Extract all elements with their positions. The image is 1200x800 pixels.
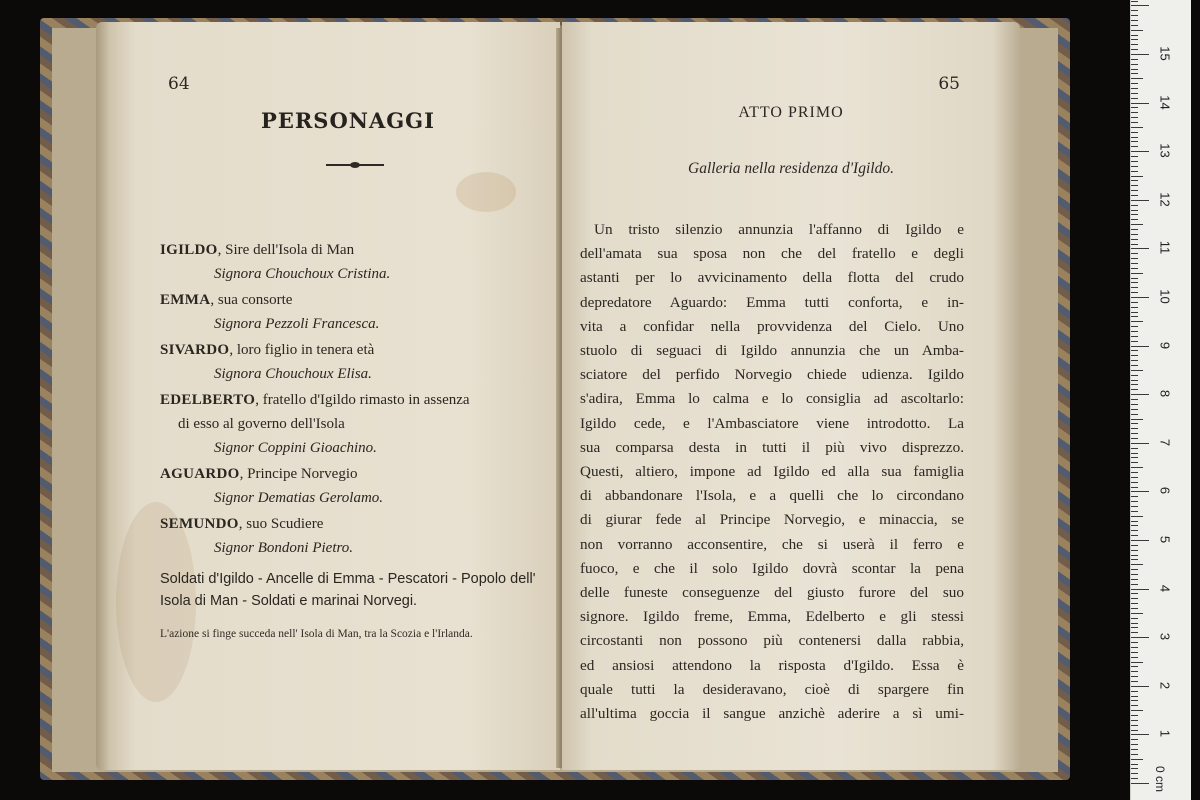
text-line: s'adira, Emma lo calma e lo consiglia ad ascoltarlo:	[580, 390, 964, 408]
ruler-tick	[1131, 559, 1138, 560]
ruler-tick	[1131, 253, 1138, 254]
ruler-tick	[1131, 725, 1138, 726]
ruler-tick	[1131, 239, 1138, 240]
ruler-tick	[1131, 287, 1138, 288]
ruler-tick	[1131, 312, 1138, 313]
ruler-number: 13	[1157, 143, 1173, 158]
ruler-number: 2	[1157, 681, 1173, 689]
ruler-number: 4	[1157, 584, 1173, 592]
ruler-tick	[1131, 404, 1138, 405]
ruler-tick	[1131, 161, 1138, 162]
ruler-tick	[1131, 472, 1138, 473]
ruler-tick	[1131, 569, 1138, 570]
ruler-tick	[1131, 545, 1138, 546]
actor-name: Signor Coppini Gioachino.	[214, 440, 377, 456]
ruler-tick	[1131, 39, 1138, 40]
ruler-tick	[1131, 15, 1138, 16]
role-description: , suo Scudiere	[238, 516, 324, 532]
ruler-tick	[1131, 652, 1138, 653]
role-description: , fratello d'Igildo rimasto in assenza	[255, 392, 470, 408]
ruler-tick	[1131, 180, 1138, 181]
ruler-tick	[1131, 69, 1138, 70]
ruler-tick	[1131, 117, 1138, 118]
ruler-tick	[1131, 307, 1138, 308]
ruler-tick	[1131, 462, 1138, 463]
ruler-tick	[1131, 350, 1138, 351]
ruler-tick	[1131, 423, 1138, 424]
ruler-tick	[1131, 443, 1149, 444]
ruler-tick	[1131, 739, 1138, 740]
role-description: , Principe Norvegio	[239, 466, 358, 482]
ruler-tick	[1131, 195, 1138, 196]
ruler-tick	[1131, 521, 1138, 522]
paper-stain	[456, 172, 516, 212]
text-line: stuolo di seguaci di Igildo annunzia che un Amba-	[580, 342, 964, 360]
cast-entry	[160, 338, 550, 386]
ruler-tick	[1131, 355, 1138, 356]
text-line: quale tutti la desideravano, cioè di spargere fin	[580, 680, 964, 698]
cast-entry	[160, 388, 550, 460]
ruler-tick	[1131, 457, 1138, 458]
text-line: circostanti non possono più contenersi dalla rabbia,	[580, 632, 964, 650]
ruler-tick	[1131, 127, 1143, 128]
ruler-tick	[1131, 506, 1138, 507]
actor-name: Signor Dematias Gerolamo.	[214, 490, 384, 506]
role-name: SEMUNDO	[160, 516, 239, 532]
cast-entry	[160, 512, 550, 560]
role-description-continued: di esso al governo dell'Isola	[178, 416, 345, 432]
ruler-tick	[1131, 637, 1149, 638]
ruler-tick	[1131, 778, 1138, 779]
ruler-tick	[1131, 210, 1138, 211]
ruler-tick	[1131, 321, 1143, 322]
ruler-tick	[1131, 768, 1138, 769]
ruler-tick	[1131, 205, 1138, 206]
ruler-tick	[1131, 346, 1149, 347]
ruler-tick	[1131, 754, 1138, 755]
ruler-tick	[1131, 384, 1138, 385]
ruler-tick	[1131, 419, 1143, 420]
ruler-tick	[1131, 627, 1138, 628]
ruler-tick	[1131, 491, 1149, 492]
ruler-tick	[1131, 54, 1149, 55]
ruler-tick	[1131, 477, 1138, 478]
ruler-tick	[1131, 598, 1138, 599]
ruler-tick	[1131, 608, 1138, 609]
ruler-tick	[1131, 176, 1143, 177]
ruler-tick	[1131, 44, 1138, 45]
ruler-tick	[1131, 783, 1149, 784]
body-text	[580, 218, 964, 726]
ruler-tick	[1131, 764, 1138, 765]
ruler-tick	[1131, 671, 1138, 672]
text-line: astanti per lo avvicinamento della flotta del crudo	[580, 269, 964, 287]
ruler-tick	[1131, 151, 1149, 152]
ruler-tick	[1131, 676, 1138, 677]
text-line: Un tristo silenzio annunzia l'affanno di Igildo e	[594, 221, 964, 238]
ruler-number: 10	[1157, 289, 1173, 304]
text-line: delle funeste conseguenze del giusto furore del suo	[580, 584, 964, 602]
text-line: vita a confidar nella provvidenza del Cielo. Uno	[580, 317, 964, 335]
ruler-tick	[1131, 482, 1138, 483]
setting-note: L'azione si finge succeda nell' Isola di Man, tra la Scozia e l'Irlanda.	[160, 628, 473, 640]
actor-name: Signora Pezzoli Francesca.	[214, 316, 380, 332]
actor-name: Signora Chouchoux Elisa.	[214, 366, 372, 382]
ruler-tick	[1131, 603, 1138, 604]
ruler-tick	[1131, 297, 1149, 298]
ruler-tick	[1131, 666, 1138, 667]
ruler-tick	[1131, 248, 1149, 249]
text-line: fuoco, e che il solo Igildo dovrà scontar la pena	[580, 559, 964, 577]
ruler-tick	[1131, 1, 1138, 2]
ruler-number: 9	[1157, 341, 1173, 349]
ruler-tick	[1131, 83, 1138, 84]
text-line: non vorranno acconsentire, che si userà il ferro e	[580, 535, 964, 553]
ruler-tick	[1131, 268, 1138, 269]
ruler-tick	[1131, 613, 1143, 614]
ruler-tick	[1131, 700, 1138, 701]
text-line: Questi, altiero, impone ad Igildo ed alla sua famiglia	[580, 463, 964, 481]
ruler-tick	[1131, 200, 1149, 201]
ruler-tick	[1131, 579, 1138, 580]
role-name: AGUARDO	[160, 466, 240, 482]
ruler-tick	[1131, 122, 1138, 123]
ruler-tick	[1131, 171, 1138, 172]
ruler-tick	[1131, 705, 1138, 706]
ruler-tick	[1131, 185, 1138, 186]
ruler-tick	[1131, 132, 1138, 133]
ruler-tick	[1131, 234, 1138, 235]
ruler-tick	[1131, 258, 1138, 259]
ruler-tick	[1131, 20, 1138, 21]
ruler-tick	[1131, 467, 1143, 468]
ruler-tick	[1131, 278, 1138, 279]
ruler-tick	[1131, 448, 1138, 449]
ruler-tick	[1131, 394, 1149, 395]
role-description: , Sire dell'Isola di Man	[217, 242, 355, 258]
cast-list	[160, 238, 550, 642]
ruler-tick	[1131, 273, 1143, 274]
text-line: all'ultima goccia il sangue anzichè aderire a sì umi-	[580, 705, 964, 723]
ruler-tick	[1131, 326, 1138, 327]
ruler-tick	[1131, 316, 1138, 317]
ruler-number: 14	[1157, 94, 1173, 110]
scene-title: Galleria nella residenza d'Igildo.	[688, 160, 894, 177]
ruler-tick	[1131, 370, 1143, 371]
role-description: , loro figlio in tenera età	[229, 342, 375, 358]
left-page-number: 64	[168, 74, 190, 94]
ruler-tick	[1131, 632, 1138, 633]
ruler-tick	[1131, 292, 1138, 293]
ruler-tick	[1131, 516, 1143, 517]
ruler-tick	[1131, 103, 1149, 104]
ruler-tick	[1131, 501, 1138, 502]
ruler-tick	[1131, 593, 1138, 594]
ruler-tick	[1131, 433, 1138, 434]
ruler-tick	[1131, 744, 1138, 745]
ruler-number: 5	[1157, 535, 1173, 544]
ruler-tick	[1131, 540, 1149, 541]
actor-name: Signor Bondoni Pietro.	[214, 540, 354, 556]
ruler-tick	[1131, 10, 1138, 11]
right-page	[562, 22, 1020, 770]
text-line: signore. Igildo freme, Emma, Edelberto e gli stessi	[580, 608, 964, 626]
ruler-number: 7	[1157, 438, 1173, 446]
ruler-tick	[1131, 710, 1143, 711]
ruler-tick	[1131, 681, 1138, 682]
ruler-tick	[1131, 453, 1138, 454]
ruler-tick	[1131, 555, 1138, 556]
ruler-tick	[1131, 574, 1138, 575]
ruler-tick	[1131, 360, 1138, 361]
text-line: Igildo cede, e l'Ambasciatore viene introdotto. La	[580, 414, 964, 432]
ruler-tick	[1131, 414, 1138, 415]
ruler-tick	[1131, 93, 1138, 94]
right-page-number: 65	[938, 74, 960, 94]
ruler-tick	[1131, 331, 1138, 332]
text-line: sua comparsa desta in tutti il più vivo disprezzo.	[580, 438, 964, 456]
ruler-tick	[1131, 365, 1138, 366]
ruler-tick	[1131, 341, 1138, 342]
ruler-tick	[1131, 49, 1138, 50]
extras-list: Soldati d'Igildo - Ancelle di Emma - Pescatori - Popolo dell' Isola di Man - Soldati e marinai Norvegi.	[160, 571, 536, 609]
ruler-tick	[1131, 5, 1149, 6]
ruler-number: 3	[1157, 633, 1173, 641]
ruler-tick	[1131, 720, 1138, 721]
ruler-tick	[1131, 35, 1138, 36]
ruler-number: 6	[1157, 487, 1173, 495]
cast-entry	[160, 462, 550, 510]
ruler-tick	[1131, 759, 1143, 760]
cast-entry	[160, 238, 550, 286]
ruler-tick	[1131, 375, 1138, 376]
ruler-tick	[1131, 59, 1138, 60]
role-name: EDELBERTO	[160, 392, 256, 408]
text-line: ed ansiosi attendono la risposta d'Igildo. Essa è	[580, 656, 964, 674]
ruler-tick	[1131, 438, 1138, 439]
ruler-tick	[1131, 496, 1138, 497]
measuring-ruler	[1130, 0, 1191, 800]
ruler-number: 11	[1157, 241, 1173, 255]
ornament-divider	[326, 164, 384, 166]
ruler-tick	[1131, 589, 1149, 590]
ruler-tick	[1131, 244, 1138, 245]
ruler-tick	[1131, 686, 1149, 687]
ruler-tick	[1131, 302, 1138, 303]
act-title: ATTO PRIMO	[738, 104, 844, 121]
ruler-tick	[1131, 380, 1138, 381]
text-line: depredatore Aguardo: Emma tutti conforta, e in-	[580, 293, 964, 311]
ruler-tick	[1131, 550, 1138, 551]
ruler-tick	[1131, 623, 1138, 624]
ruler-tick	[1131, 166, 1138, 167]
ruler-number: 1	[1157, 730, 1173, 738]
ruler-tick	[1131, 64, 1138, 65]
page-title: PERSONAGGI	[261, 108, 435, 133]
cast-entry	[160, 288, 550, 336]
ruler-tick	[1131, 30, 1143, 31]
ruler-number: 12	[1157, 192, 1173, 207]
ruler-tick	[1131, 734, 1149, 735]
ruler-tick	[1131, 657, 1138, 658]
ruler-tick	[1131, 428, 1138, 429]
role-description: , sua consorte	[210, 292, 293, 308]
ruler-tick	[1131, 146, 1138, 147]
ruler-tick	[1131, 730, 1138, 731]
ruler-tick	[1131, 219, 1138, 220]
ruler-tick	[1131, 137, 1138, 138]
ruler-tick	[1131, 399, 1138, 400]
ruler-tick	[1131, 530, 1138, 531]
text-line: dell'amata sua sposa non che del fratello e degli	[580, 245, 964, 263]
actor-name: Signora Chouchoux Cristina.	[214, 266, 391, 282]
ruler-tick	[1131, 696, 1138, 697]
ruler-tick	[1131, 282, 1138, 283]
ruler-tick	[1131, 229, 1138, 230]
ruler-tick	[1131, 88, 1138, 89]
ruler-number: 8	[1157, 390, 1173, 398]
ruler-tick	[1131, 564, 1143, 565]
ruler-tick	[1131, 715, 1138, 716]
text-line: di giurar fede al Principe Norvegio, e minaccia, se	[580, 511, 964, 529]
ruler-tick	[1131, 107, 1138, 108]
ruler-tick	[1131, 224, 1143, 225]
ruler-tick	[1131, 535, 1138, 536]
ruler-tick	[1131, 749, 1138, 750]
ruler-tick	[1131, 141, 1138, 142]
ruler-tick	[1131, 25, 1138, 26]
ruler-unit: 0 cm	[1153, 765, 1168, 793]
ruler-tick	[1131, 263, 1138, 264]
ruler-number: 15	[1157, 46, 1173, 61]
ruler-tick	[1131, 691, 1138, 692]
role-name: EMMA	[160, 292, 211, 308]
ruler-tick	[1131, 409, 1138, 410]
role-name: SIVARDO	[160, 342, 230, 358]
ruler-tick	[1131, 773, 1138, 774]
ruler-tick	[1131, 584, 1138, 585]
ruler-tick	[1131, 618, 1138, 619]
ruler-tick	[1131, 214, 1138, 215]
ruler-tick	[1131, 78, 1143, 79]
ruler-tick	[1131, 190, 1138, 191]
left-page	[96, 22, 560, 770]
ruler-tick	[1131, 73, 1138, 74]
ruler-tick	[1131, 336, 1138, 337]
ruler-tick	[1131, 662, 1143, 663]
ruler-tick	[1131, 98, 1138, 99]
ruler-tick	[1131, 487, 1138, 488]
ruler-tick	[1131, 112, 1138, 113]
role-name: IGILDO	[160, 242, 218, 258]
ruler-tick	[1131, 525, 1138, 526]
text-line: di abbandonare l'Isola, e a quelli che lo circondano	[580, 487, 964, 505]
ruler-tick	[1131, 642, 1138, 643]
ruler-tick	[1131, 156, 1138, 157]
ruler-tick	[1131, 511, 1138, 512]
text-line: sciatore del perfido Norvegio chiede udienza. Igildo	[580, 366, 964, 384]
ruler-tick	[1131, 647, 1138, 648]
ruler-tick	[1131, 389, 1138, 390]
